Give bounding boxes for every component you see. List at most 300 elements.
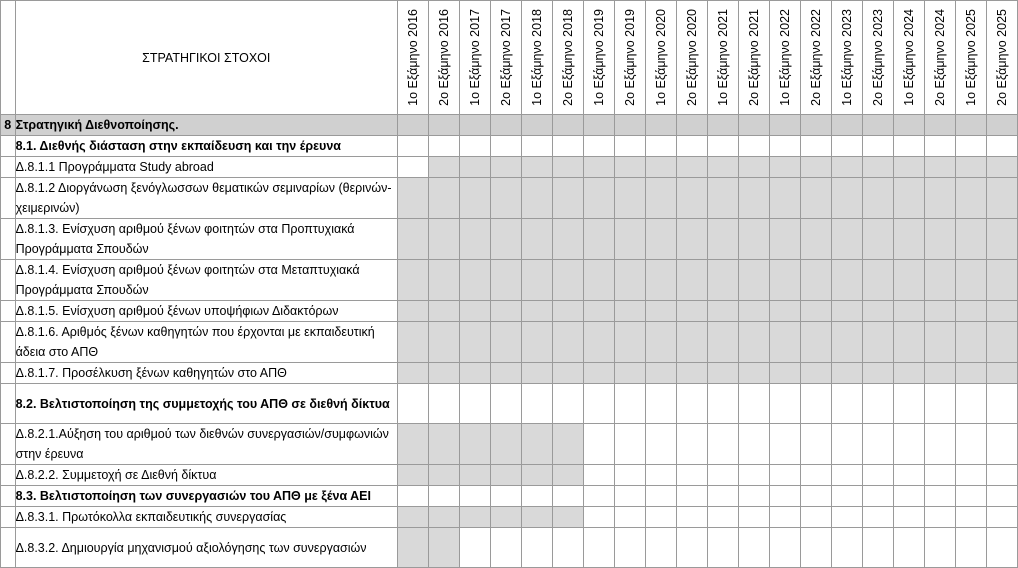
schedule-cell-empty[interactable] xyxy=(614,507,645,528)
schedule-cell-filled[interactable] xyxy=(552,260,583,301)
schedule-cell-filled[interactable] xyxy=(397,322,428,363)
schedule-cell-empty[interactable] xyxy=(676,507,707,528)
schedule-cell-filled[interactable] xyxy=(521,219,552,260)
schedule-cell-empty[interactable] xyxy=(707,424,738,465)
schedule-cell-filled[interactable] xyxy=(831,219,862,260)
schedule-cell-filled[interactable] xyxy=(521,322,552,363)
schedule-cell-filled[interactable] xyxy=(831,260,862,301)
schedule-cell-filled[interactable] xyxy=(552,424,583,465)
schedule-cell-filled[interactable] xyxy=(738,260,769,301)
schedule-cell-filled[interactable] xyxy=(986,157,1017,178)
schedule-cell-empty[interactable] xyxy=(862,507,893,528)
schedule-cell-empty[interactable] xyxy=(924,507,955,528)
schedule-cell-empty[interactable] xyxy=(831,528,862,568)
schedule-cell-filled[interactable] xyxy=(552,219,583,260)
schedule-cell-filled[interactable] xyxy=(459,115,490,136)
semester-header[interactable] xyxy=(521,1,552,115)
schedule-cell-empty[interactable] xyxy=(738,465,769,486)
schedule-cell-empty[interactable] xyxy=(738,507,769,528)
schedule-cell-filled[interactable] xyxy=(831,363,862,384)
schedule-cell-filled[interactable] xyxy=(862,219,893,260)
schedule-cell-filled[interactable] xyxy=(614,301,645,322)
schedule-cell-empty[interactable] xyxy=(676,384,707,424)
schedule-cell-filled[interactable] xyxy=(459,157,490,178)
schedule-cell-empty[interactable] xyxy=(490,384,521,424)
schedule-cell-filled[interactable] xyxy=(521,465,552,486)
row-label-cell[interactable]: 8.1. Διεθνής διάσταση στην εκπαίδευση και την έρευνα xyxy=(15,136,397,157)
schedule-cell-filled[interactable] xyxy=(831,178,862,219)
schedule-cell-filled[interactable] xyxy=(707,178,738,219)
schedule-cell-filled[interactable] xyxy=(490,507,521,528)
schedule-cell-empty[interactable] xyxy=(738,486,769,507)
schedule-cell-empty[interactable] xyxy=(552,486,583,507)
schedule-cell-filled[interactable] xyxy=(645,301,676,322)
row-number-cell[interactable] xyxy=(1,363,16,384)
schedule-cell-filled[interactable] xyxy=(614,219,645,260)
schedule-cell-filled[interactable] xyxy=(955,178,986,219)
schedule-cell-filled[interactable] xyxy=(955,260,986,301)
schedule-cell-filled[interactable] xyxy=(428,219,459,260)
schedule-cell-filled[interactable] xyxy=(397,465,428,486)
schedule-cell-empty[interactable] xyxy=(893,528,924,568)
schedule-cell-empty[interactable] xyxy=(986,424,1017,465)
schedule-cell-filled[interactable] xyxy=(428,424,459,465)
semester-header[interactable] xyxy=(924,1,955,115)
schedule-cell-filled[interactable] xyxy=(397,424,428,465)
schedule-cell-filled[interactable] xyxy=(459,260,490,301)
schedule-cell-filled[interactable] xyxy=(428,363,459,384)
schedule-cell-filled[interactable] xyxy=(490,424,521,465)
schedule-cell-empty[interactable] xyxy=(521,384,552,424)
schedule-cell-filled[interactable] xyxy=(831,301,862,322)
schedule-cell-filled[interactable] xyxy=(676,157,707,178)
schedule-cell-empty[interactable] xyxy=(583,384,614,424)
schedule-cell-filled[interactable] xyxy=(583,322,614,363)
schedule-cell-filled[interactable] xyxy=(428,465,459,486)
schedule-cell-empty[interactable] xyxy=(831,507,862,528)
schedule-cell-filled[interactable] xyxy=(552,301,583,322)
row-number-cell[interactable] xyxy=(1,424,16,465)
schedule-cell-filled[interactable] xyxy=(676,219,707,260)
schedule-cell-empty[interactable] xyxy=(924,424,955,465)
schedule-cell-empty[interactable] xyxy=(459,136,490,157)
schedule-cell-empty[interactable] xyxy=(893,424,924,465)
schedule-cell-filled[interactable] xyxy=(800,157,831,178)
schedule-cell-filled[interactable] xyxy=(490,157,521,178)
row-label-cell[interactable]: Δ.8.3.2. Δημιουργία μηχανισμού αξιολόγησης των συνεργασιών xyxy=(15,528,397,568)
schedule-cell-filled[interactable] xyxy=(800,178,831,219)
schedule-cell-filled[interactable] xyxy=(955,157,986,178)
row-number-cell[interactable] xyxy=(1,507,16,528)
schedule-cell-filled[interactable] xyxy=(800,322,831,363)
column-title[interactable]: ΣΤΡΑΤΗΓΙΚΟΙ ΣΤΟΧΟΙ xyxy=(15,1,397,115)
schedule-cell-filled[interactable] xyxy=(583,363,614,384)
schedule-cell-filled[interactable] xyxy=(552,157,583,178)
schedule-cell-filled[interactable] xyxy=(521,157,552,178)
schedule-cell-empty[interactable] xyxy=(831,384,862,424)
schedule-cell-empty[interactable] xyxy=(986,528,1017,568)
schedule-cell-filled[interactable] xyxy=(769,219,800,260)
schedule-cell-filled[interactable] xyxy=(676,115,707,136)
schedule-cell-filled[interactable] xyxy=(428,322,459,363)
row-label-cell[interactable]: Δ.8.1.7. Προσέλκυση ξένων καθηγητών στο ΑΠΘ xyxy=(15,363,397,384)
schedule-cell-filled[interactable] xyxy=(707,157,738,178)
schedule-cell-filled[interactable] xyxy=(862,301,893,322)
schedule-cell-filled[interactable] xyxy=(614,322,645,363)
schedule-cell-filled[interactable] xyxy=(676,322,707,363)
row-label-cell[interactable]: Δ.8.3.1. Πρωτόκολλα εκπαιδευτικής συνεργασίας xyxy=(15,507,397,528)
schedule-cell-empty[interactable] xyxy=(397,486,428,507)
schedule-cell-empty[interactable] xyxy=(893,136,924,157)
semester-header[interactable] xyxy=(552,1,583,115)
schedule-cell-empty[interactable] xyxy=(614,486,645,507)
schedule-cell-empty[interactable] xyxy=(831,136,862,157)
schedule-cell-filled[interactable] xyxy=(459,507,490,528)
semester-header[interactable] xyxy=(397,1,428,115)
row-number-cell[interactable] xyxy=(1,301,16,322)
schedule-cell-empty[interactable] xyxy=(645,486,676,507)
schedule-cell-empty[interactable] xyxy=(769,486,800,507)
schedule-cell-filled[interactable] xyxy=(893,322,924,363)
schedule-cell-empty[interactable] xyxy=(862,465,893,486)
schedule-cell-filled[interactable] xyxy=(893,260,924,301)
schedule-cell-empty[interactable] xyxy=(800,424,831,465)
schedule-cell-filled[interactable] xyxy=(397,219,428,260)
row-number-cell[interactable] xyxy=(1,178,16,219)
schedule-cell-empty[interactable] xyxy=(986,465,1017,486)
schedule-cell-filled[interactable] xyxy=(614,157,645,178)
row-number-cell[interactable] xyxy=(1,260,16,301)
schedule-cell-filled[interactable] xyxy=(459,219,490,260)
schedule-cell-filled[interactable] xyxy=(924,363,955,384)
schedule-cell-empty[interactable] xyxy=(893,465,924,486)
schedule-cell-filled[interactable] xyxy=(893,115,924,136)
row-label-cell[interactable]: Δ.8.1.3. Ενίσχυση αριθμού ξένων φοιτητών στα Προπτυχιακά Προγράμματα Σπουδών xyxy=(15,219,397,260)
schedule-cell-empty[interactable] xyxy=(676,424,707,465)
schedule-cell-filled[interactable] xyxy=(893,363,924,384)
schedule-cell-filled[interactable] xyxy=(397,301,428,322)
schedule-cell-filled[interactable] xyxy=(862,363,893,384)
schedule-cell-filled[interactable] xyxy=(521,507,552,528)
schedule-cell-empty[interactable] xyxy=(955,486,986,507)
schedule-cell-empty[interactable] xyxy=(738,384,769,424)
schedule-cell-filled[interactable] xyxy=(676,301,707,322)
semester-header[interactable] xyxy=(459,1,490,115)
schedule-cell-filled[interactable] xyxy=(862,322,893,363)
schedule-cell-filled[interactable] xyxy=(738,219,769,260)
schedule-cell-empty[interactable] xyxy=(862,384,893,424)
row-number-cell[interactable] xyxy=(1,384,16,424)
schedule-cell-filled[interactable] xyxy=(645,260,676,301)
schedule-cell-filled[interactable] xyxy=(924,178,955,219)
schedule-cell-empty[interactable] xyxy=(955,384,986,424)
semester-header[interactable] xyxy=(490,1,521,115)
row-number-cell[interactable] xyxy=(1,465,16,486)
semester-header[interactable] xyxy=(583,1,614,115)
schedule-cell-empty[interactable] xyxy=(428,384,459,424)
schedule-cell-empty[interactable] xyxy=(707,136,738,157)
schedule-cell-empty[interactable] xyxy=(707,528,738,568)
schedule-cell-filled[interactable] xyxy=(955,301,986,322)
schedule-cell-filled[interactable] xyxy=(986,178,1017,219)
semester-header[interactable] xyxy=(955,1,986,115)
schedule-cell-empty[interactable] xyxy=(738,424,769,465)
schedule-cell-filled[interactable] xyxy=(583,260,614,301)
schedule-cell-filled[interactable] xyxy=(490,465,521,486)
schedule-cell-empty[interactable] xyxy=(707,465,738,486)
schedule-cell-filled[interactable] xyxy=(924,157,955,178)
row-label-cell[interactable]: Δ.8.1.5. Ενίσχυση αριθμού ξένων υποψήφιων Διδακτόρων xyxy=(15,301,397,322)
schedule-cell-filled[interactable] xyxy=(614,178,645,219)
schedule-cell-filled[interactable] xyxy=(707,260,738,301)
schedule-cell-filled[interactable] xyxy=(862,260,893,301)
schedule-cell-filled[interactable] xyxy=(490,363,521,384)
schedule-cell-empty[interactable] xyxy=(800,528,831,568)
schedule-cell-filled[interactable] xyxy=(490,301,521,322)
schedule-cell-filled[interactable] xyxy=(862,178,893,219)
schedule-cell-empty[interactable] xyxy=(738,136,769,157)
row-number-cell[interactable] xyxy=(1,486,16,507)
schedule-cell-empty[interactable] xyxy=(397,136,428,157)
schedule-cell-empty[interactable] xyxy=(862,136,893,157)
schedule-cell-filled[interactable] xyxy=(986,301,1017,322)
schedule-cell-empty[interactable] xyxy=(924,528,955,568)
schedule-cell-empty[interactable] xyxy=(583,528,614,568)
schedule-cell-empty[interactable] xyxy=(614,424,645,465)
schedule-cell-empty[interactable] xyxy=(924,136,955,157)
schedule-cell-filled[interactable] xyxy=(428,507,459,528)
schedule-cell-filled[interactable] xyxy=(583,178,614,219)
schedule-cell-filled[interactable] xyxy=(676,178,707,219)
schedule-cell-filled[interactable] xyxy=(831,157,862,178)
schedule-cell-filled[interactable] xyxy=(521,115,552,136)
schedule-cell-filled[interactable] xyxy=(769,363,800,384)
row-number-cell[interactable] xyxy=(1,136,16,157)
schedule-cell-filled[interactable] xyxy=(862,115,893,136)
schedule-cell-filled[interactable] xyxy=(552,322,583,363)
schedule-cell-empty[interactable] xyxy=(986,136,1017,157)
schedule-cell-filled[interactable] xyxy=(521,260,552,301)
schedule-cell-filled[interactable] xyxy=(397,528,428,568)
schedule-cell-filled[interactable] xyxy=(769,301,800,322)
row-label-cell[interactable]: Δ.8.1.4. Ενίσχυση αριθμού ξένων φοιτητών στα Μεταπτυχιακά Προγράμματα Σπουδών xyxy=(15,260,397,301)
schedule-cell-empty[interactable] xyxy=(769,136,800,157)
schedule-cell-filled[interactable] xyxy=(676,260,707,301)
semester-header[interactable] xyxy=(893,1,924,115)
schedule-cell-filled[interactable] xyxy=(583,301,614,322)
schedule-cell-filled[interactable] xyxy=(800,260,831,301)
schedule-cell-filled[interactable] xyxy=(986,115,1017,136)
schedule-cell-empty[interactable] xyxy=(862,424,893,465)
schedule-cell-filled[interactable] xyxy=(738,301,769,322)
row-number-cell[interactable] xyxy=(1,157,16,178)
schedule-cell-filled[interactable] xyxy=(924,115,955,136)
schedule-cell-filled[interactable] xyxy=(645,178,676,219)
schedule-cell-filled[interactable] xyxy=(459,301,490,322)
schedule-cell-filled[interactable] xyxy=(428,528,459,568)
schedule-cell-empty[interactable] xyxy=(645,424,676,465)
schedule-cell-filled[interactable] xyxy=(707,301,738,322)
schedule-cell-empty[interactable] xyxy=(583,486,614,507)
schedule-cell-empty[interactable] xyxy=(738,528,769,568)
schedule-cell-empty[interactable] xyxy=(862,486,893,507)
schedule-cell-empty[interactable] xyxy=(583,136,614,157)
schedule-cell-filled[interactable] xyxy=(738,178,769,219)
schedule-cell-filled[interactable] xyxy=(459,465,490,486)
schedule-cell-filled[interactable] xyxy=(893,301,924,322)
schedule-cell-empty[interactable] xyxy=(769,465,800,486)
schedule-cell-empty[interactable] xyxy=(552,528,583,568)
schedule-cell-filled[interactable] xyxy=(521,363,552,384)
schedule-cell-empty[interactable] xyxy=(893,384,924,424)
schedule-cell-empty[interactable] xyxy=(428,486,459,507)
schedule-cell-filled[interactable] xyxy=(521,301,552,322)
schedule-cell-filled[interactable] xyxy=(676,363,707,384)
schedule-cell-empty[interactable] xyxy=(986,384,1017,424)
schedule-cell-filled[interactable] xyxy=(583,219,614,260)
schedule-cell-filled[interactable] xyxy=(459,322,490,363)
schedule-cell-empty[interactable] xyxy=(521,136,552,157)
schedule-cell-filled[interactable] xyxy=(955,219,986,260)
schedule-cell-empty[interactable] xyxy=(955,424,986,465)
schedule-cell-filled[interactable] xyxy=(769,115,800,136)
schedule-cell-filled[interactable] xyxy=(614,363,645,384)
schedule-cell-empty[interactable] xyxy=(397,384,428,424)
schedule-cell-empty[interactable] xyxy=(955,136,986,157)
schedule-cell-empty[interactable] xyxy=(490,486,521,507)
schedule-cell-empty[interactable] xyxy=(800,136,831,157)
schedule-cell-filled[interactable] xyxy=(645,322,676,363)
schedule-cell-filled[interactable] xyxy=(521,178,552,219)
schedule-cell-empty[interactable] xyxy=(769,424,800,465)
schedule-cell-filled[interactable] xyxy=(707,363,738,384)
semester-header[interactable] xyxy=(769,1,800,115)
schedule-cell-filled[interactable] xyxy=(924,260,955,301)
schedule-cell-empty[interactable] xyxy=(924,465,955,486)
schedule-cell-filled[interactable] xyxy=(645,363,676,384)
schedule-cell-empty[interactable] xyxy=(645,465,676,486)
schedule-cell-empty[interactable] xyxy=(614,465,645,486)
schedule-cell-filled[interactable] xyxy=(521,424,552,465)
schedule-cell-filled[interactable] xyxy=(583,115,614,136)
schedule-cell-filled[interactable] xyxy=(459,363,490,384)
schedule-cell-empty[interactable] xyxy=(583,424,614,465)
schedule-cell-empty[interactable] xyxy=(800,507,831,528)
row-label-cell[interactable]: 8.3. Βελτιστοποίηση των συνεργασιών του ΑΠΘ με ξένα ΑΕΙ xyxy=(15,486,397,507)
schedule-cell-filled[interactable] xyxy=(428,260,459,301)
schedule-cell-empty[interactable] xyxy=(831,465,862,486)
schedule-cell-empty[interactable] xyxy=(893,486,924,507)
schedule-cell-filled[interactable] xyxy=(490,178,521,219)
schedule-cell-empty[interactable] xyxy=(769,507,800,528)
schedule-cell-filled[interactable] xyxy=(769,322,800,363)
schedule-cell-filled[interactable] xyxy=(397,178,428,219)
schedule-cell-empty[interactable] xyxy=(645,528,676,568)
schedule-cell-filled[interactable] xyxy=(645,219,676,260)
schedule-cell-filled[interactable] xyxy=(862,157,893,178)
semester-header[interactable] xyxy=(831,1,862,115)
row-label-cell[interactable]: Δ.8.1.6. Αριθμός ξένων καθηγητών που έρχονται με εκπαιδευτική άδεια στο ΑΠΘ xyxy=(15,322,397,363)
schedule-cell-filled[interactable] xyxy=(459,178,490,219)
schedule-cell-empty[interactable] xyxy=(645,384,676,424)
row-label-cell[interactable]: 8.2. Βελτιστοποίηση της συμμετοχής του ΑΠΘ σε διεθνή δίκτυα xyxy=(15,384,397,424)
schedule-cell-filled[interactable] xyxy=(614,115,645,136)
semester-header[interactable] xyxy=(738,1,769,115)
schedule-cell-empty[interactable] xyxy=(800,384,831,424)
row-number-cell[interactable] xyxy=(1,322,16,363)
schedule-cell-filled[interactable] xyxy=(893,219,924,260)
semester-header[interactable] xyxy=(614,1,645,115)
schedule-cell-empty[interactable] xyxy=(645,507,676,528)
schedule-cell-filled[interactable] xyxy=(428,115,459,136)
schedule-cell-filled[interactable] xyxy=(738,157,769,178)
schedule-cell-empty[interactable] xyxy=(552,136,583,157)
schedule-cell-empty[interactable] xyxy=(490,528,521,568)
schedule-cell-empty[interactable] xyxy=(583,465,614,486)
schedule-cell-empty[interactable] xyxy=(707,507,738,528)
schedule-cell-filled[interactable] xyxy=(893,157,924,178)
schedule-cell-filled[interactable] xyxy=(738,363,769,384)
schedule-cell-filled[interactable] xyxy=(428,301,459,322)
semester-header[interactable] xyxy=(986,1,1017,115)
schedule-cell-filled[interactable] xyxy=(738,322,769,363)
schedule-cell-filled[interactable] xyxy=(645,115,676,136)
schedule-cell-filled[interactable] xyxy=(552,465,583,486)
schedule-cell-empty[interactable] xyxy=(800,486,831,507)
schedule-cell-filled[interactable] xyxy=(397,260,428,301)
schedule-cell-filled[interactable] xyxy=(707,322,738,363)
schedule-cell-empty[interactable] xyxy=(986,507,1017,528)
schedule-cell-filled[interactable] xyxy=(800,363,831,384)
schedule-cell-filled[interactable] xyxy=(800,219,831,260)
schedule-cell-empty[interactable] xyxy=(831,486,862,507)
schedule-cell-empty[interactable] xyxy=(459,384,490,424)
schedule-cell-empty[interactable] xyxy=(583,507,614,528)
schedule-cell-filled[interactable] xyxy=(490,322,521,363)
schedule-cell-empty[interactable] xyxy=(955,465,986,486)
schedule-cell-empty[interactable] xyxy=(552,384,583,424)
schedule-cell-empty[interactable] xyxy=(924,384,955,424)
semester-header[interactable] xyxy=(645,1,676,115)
schedule-cell-empty[interactable] xyxy=(521,486,552,507)
row-number-cell[interactable] xyxy=(1,219,16,260)
schedule-cell-empty[interactable] xyxy=(862,528,893,568)
schedule-cell-empty[interactable] xyxy=(614,528,645,568)
schedule-cell-empty[interactable] xyxy=(769,384,800,424)
schedule-cell-empty[interactable] xyxy=(707,486,738,507)
schedule-cell-filled[interactable] xyxy=(955,115,986,136)
schedule-cell-empty[interactable] xyxy=(676,486,707,507)
corner-cell[interactable] xyxy=(1,1,16,115)
schedule-cell-filled[interactable] xyxy=(769,157,800,178)
schedule-cell-empty[interactable] xyxy=(986,486,1017,507)
schedule-cell-empty[interactable] xyxy=(645,136,676,157)
schedule-cell-empty[interactable] xyxy=(459,528,490,568)
schedule-cell-filled[interactable] xyxy=(955,363,986,384)
schedule-cell-empty[interactable] xyxy=(955,528,986,568)
schedule-cell-filled[interactable] xyxy=(490,115,521,136)
schedule-cell-empty[interactable] xyxy=(490,136,521,157)
schedule-cell-filled[interactable] xyxy=(428,178,459,219)
schedule-cell-filled[interactable] xyxy=(552,115,583,136)
schedule-cell-filled[interactable] xyxy=(707,219,738,260)
row-number-cell[interactable]: 8 xyxy=(1,115,16,136)
row-label-cell[interactable]: Δ.8.2.2. Συμμετοχή σε Διεθνή δίκτυα xyxy=(15,465,397,486)
schedule-cell-filled[interactable] xyxy=(490,219,521,260)
schedule-cell-filled[interactable] xyxy=(986,363,1017,384)
schedule-cell-filled[interactable] xyxy=(924,219,955,260)
schedule-cell-filled[interactable] xyxy=(645,157,676,178)
